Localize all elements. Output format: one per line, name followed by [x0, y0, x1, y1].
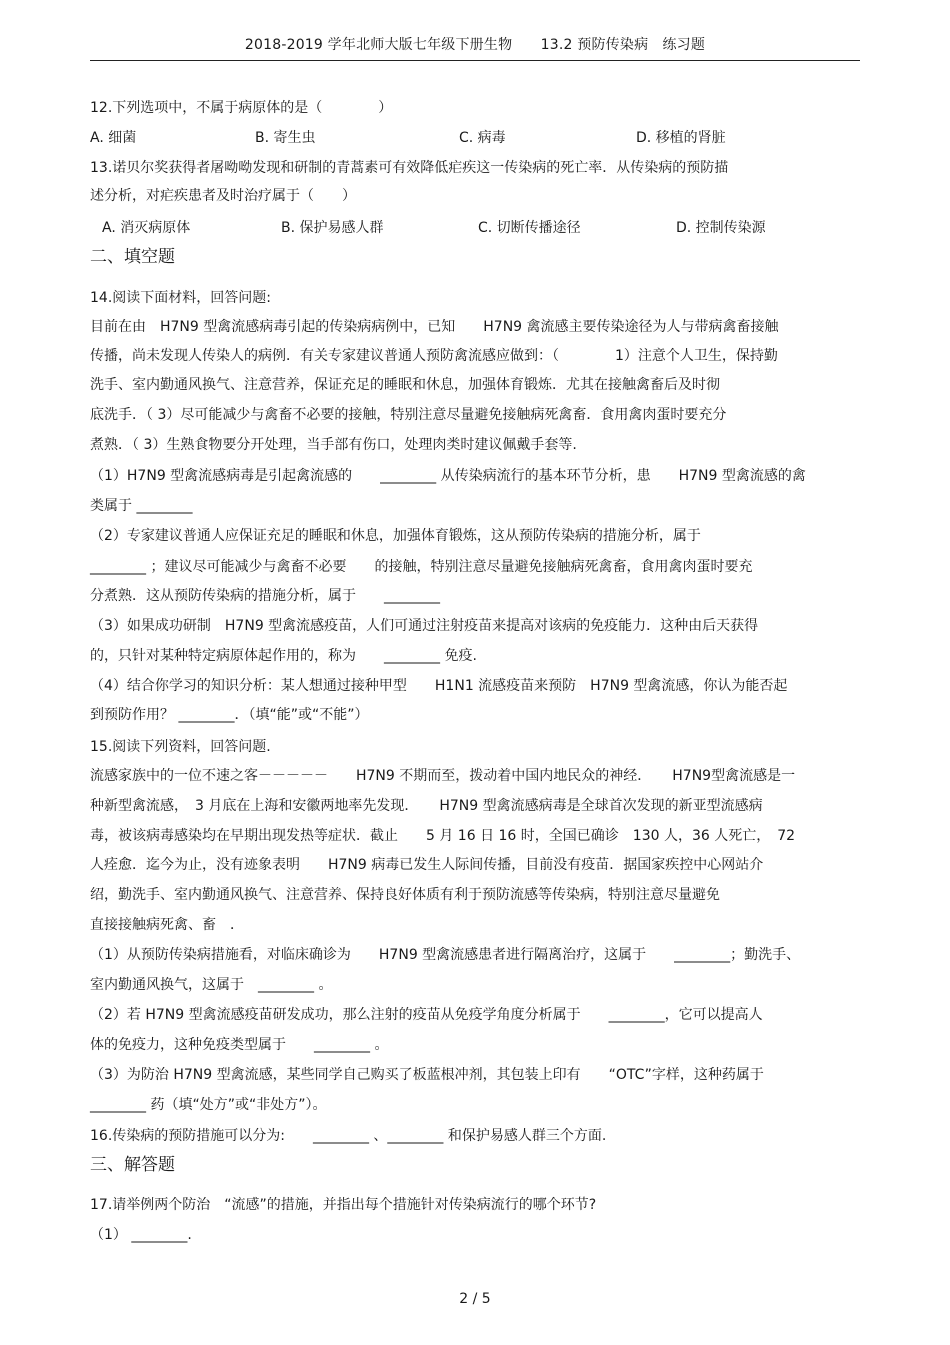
question-16-text: 16.传染病的预防措施可以分为: ________ 、________ 和保护易感人群三个方面.	[90, 1128, 607, 1144]
question-15-line: （1）从预防传染病措施看，对临床确诊为 H7N9 型禽流感患者进行隔离治疗，这属于 ________；勤洗手、	[90, 947, 801, 963]
question-15-line: 流感家族中的一位不速之客－－－－－ H7N9 不期而至，拨动着中国内地民众的神经． H7N9型禽流感是一	[90, 768, 796, 784]
question-14-line: 到预防作用？ ________．（填“能”或“不能”）	[90, 707, 369, 723]
question-14-line: （4）结合你学习的知识分析：某人想通过接种甲型 H1N1 流感疫苗来预防 H7N9 型禽流感，你认为能否起	[90, 678, 788, 694]
question-14-line: 14.阅读下面材料，回答问题:	[90, 290, 271, 306]
question-14-line: （3）如果成功研制 H7N9 型禽流感疫苗，人们可通过注射疫苗来提高对该病的免疫能力．这种由后天获得	[90, 618, 759, 634]
header-divider	[90, 60, 860, 61]
question-14-line: 传播，尚未发现人传染人的病例．有关专家建议普通人预防禽流感应做到：（ 1）注意个人卫生，保持勤	[90, 348, 778, 364]
question-15-line: 人痊愈．迄今为止，没有迹象表明 H7N9 病毒已发生人际间传播，目前没有疫苗．据国家疾控中心网站介	[90, 857, 764, 873]
question-15-line: 直接接触病死禽、畜 ．	[90, 917, 244, 933]
question-14-line: 洗手、室内勤通风换气、注意营养，保证充足的睡眠和休息，加强体育锻炼．尤其在接触禽畜后及时彻	[90, 377, 720, 393]
page-header-title: 2018-2019 学年北师大版七年级下册生物 13.2 预防传染病 练习题	[244, 37, 706, 53]
question-15-line: ________ 药（填“处方”或“非处方”）。	[90, 1097, 327, 1113]
question-12-option-a: A. 细菌	[90, 130, 137, 146]
question-14-line: 煮熟．（ 3）生熟食物要分开处理，当手部有伤口，处理肉类时建议佩戴手套等.	[90, 437, 577, 453]
question-15-line: （2）若 H7N9 型禽流感疫苗研发成功，那么注射的疫苗从免疫学角度分析属于 ________，它可以提高人	[90, 1007, 763, 1023]
question-14-line: 分煮熟．这从预防传染病的措施分析，属于 ________	[90, 588, 440, 604]
question-14-line: （2）专家建议普通人应保证充足的睡眠和休息，加强体育锻炼，这从预防传染病的措施分析，属于	[90, 528, 701, 544]
question-17-line: （1） ________.	[90, 1227, 192, 1243]
question-12-option-b: B. 寄生虫	[255, 130, 316, 146]
question-13-option-c: C. 切断传播途径	[478, 220, 581, 236]
question-15-line: 毒，被该病毒感染均在早期出现发热等症状．截止 5 月 16 日 16 时，全国已确诊 130 人，36 人死亡， 72	[90, 828, 796, 844]
question-14-line: （1）H7N9 型禽流感病毒是引起禽流感的 ________ 从传染病流行的基本环节分析，患 H7N9 型禽流感的禽	[90, 468, 806, 484]
question-12-option-c: C. 病毒	[459, 130, 506, 146]
question-14-line: 类属于 ________	[90, 498, 193, 514]
question-15-line: 绍，勤洗手、室内勤通风换气、注意营养、保持良好体质有利于预防流感等传染病，特别注意尽量避免	[90, 887, 720, 903]
question-13-option-d: D. 控制传染源	[676, 220, 766, 236]
page-number: 2 / 5	[459, 1291, 491, 1307]
question-13-option-b: B. 保护易感人群	[281, 220, 384, 236]
question-13-stem-line: 述分析，对疟疾患者及时治疗属于（ ）	[90, 188, 356, 204]
question-15-line: 15.阅读下列资料，回答问题.	[90, 739, 271, 755]
question-15-line: 室内勤通风换气，这属于 ________ 。	[90, 977, 333, 993]
question-12-stem: 12.下列选项中，不属于病原体的是（ ）	[90, 100, 393, 116]
question-14-line: 底洗手．（ 3）尽可能减少与禽畜不必要的接触，特别注意尽量避免接触病死禽畜．食用禽肉蛋时要充分	[90, 407, 727, 423]
question-14-line: 的，只针对某种特定病原体起作用的，称为 ________ 免疫.	[90, 648, 477, 664]
question-12-option-d: D. 移植的肾脏	[636, 130, 726, 146]
section-title-fill-in: 二、填空题	[90, 247, 175, 267]
question-13-stem-line: 13.诺贝尔奖获得者屠呦呦发现和研制的青蒿素可有效降低疟疾这一传染病的死亡率．从传染病的预防描	[90, 160, 729, 176]
section-title-answer: 三、解答题	[90, 1155, 175, 1175]
question-15-line: （3）为防治 H7N9 型禽流感，某些同学自己购买了板蓝根冲剂，其包装上印有 “OTC”字样，这种药属于	[90, 1067, 764, 1083]
question-13-option-a: A. 消灭病原体	[102, 220, 191, 236]
question-15-line: 体的免疫力，这种免疫类型属于 ________ 。	[90, 1037, 389, 1053]
question-14-line: 目前在由 H7N9 型禽流感病毒引起的传染病病例中，已知 H7N9 禽流感主要传染途径为人与带病禽畜接触	[90, 319, 779, 335]
question-15-line: 种新型禽流感， 3 月底在上海和安徽两地率先发现． H7N9 型禽流感病毒是全球首次发现的新亚型流感病	[90, 798, 763, 814]
question-14-line: ________ ；建议尽可能减少与禽畜不必要 的接触，特别注意尽量避免接触病死禽畜，食用禽肉蛋时要充	[90, 559, 753, 575]
question-17-line: 17.请举例两个防治 “流感”的措施，并指出每个措施针对传染病流行的哪个环节?	[90, 1197, 597, 1213]
